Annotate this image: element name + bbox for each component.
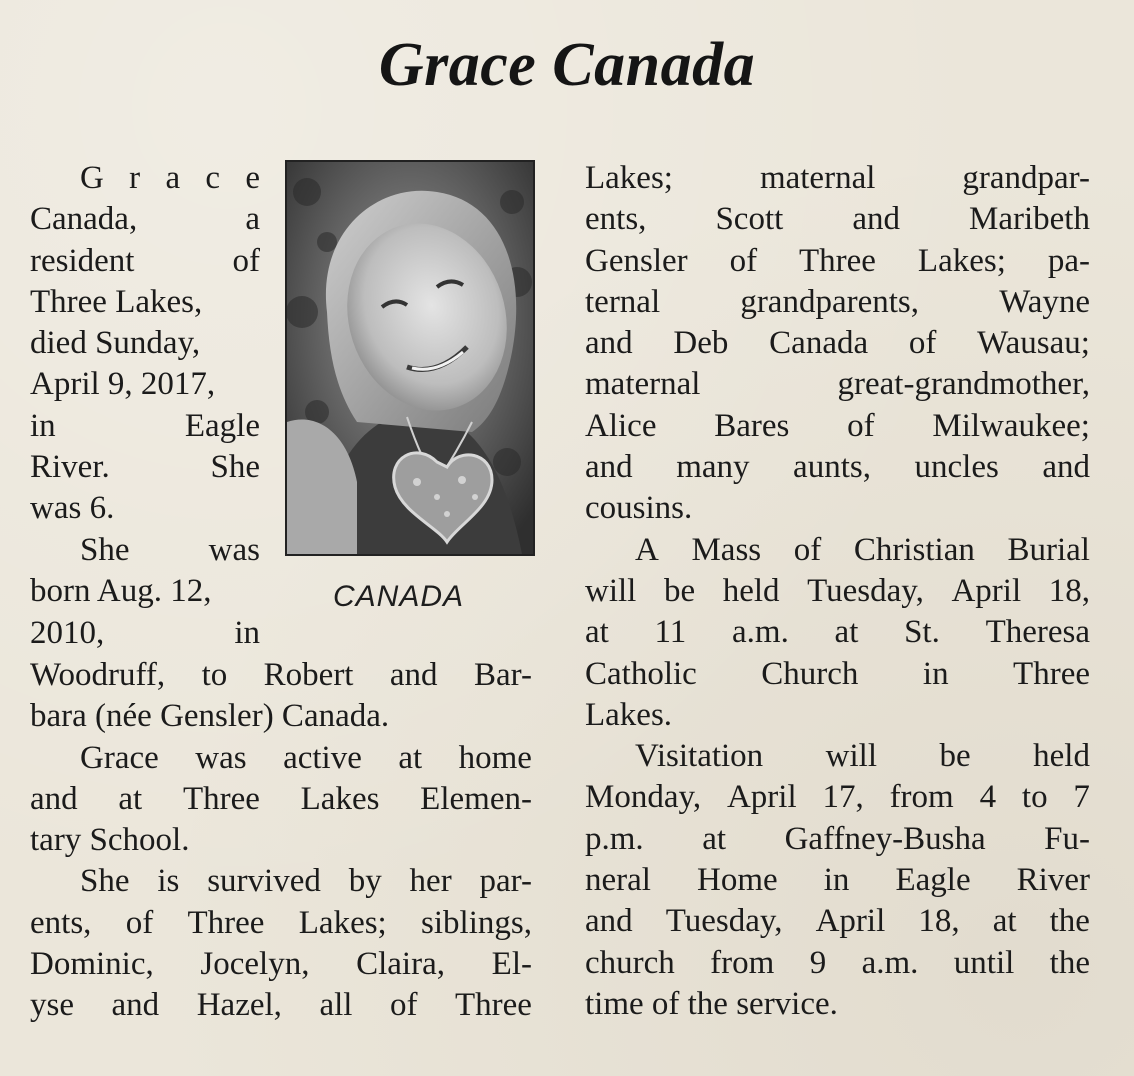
word: Woodruff, bbox=[30, 657, 166, 693]
text-line bbox=[585, 736, 1090, 777]
word: Tuesday, bbox=[665, 903, 783, 940]
word: Catholic bbox=[585, 655, 697, 692]
word: in bbox=[30, 407, 56, 444]
word: Wausau; bbox=[977, 325, 1090, 362]
text-line bbox=[585, 612, 1090, 653]
word: Jocelyn, bbox=[200, 946, 310, 983]
word: ternal bbox=[585, 283, 661, 320]
word: was bbox=[195, 739, 247, 776]
word: Robert bbox=[263, 657, 354, 693]
word: and bbox=[585, 325, 633, 362]
word: a.m. bbox=[732, 614, 789, 651]
word: April 9, 2017, bbox=[30, 366, 216, 403]
text-line bbox=[30, 861, 532, 902]
word: to bbox=[201, 657, 228, 693]
word: maternal bbox=[585, 366, 701, 403]
word: of bbox=[793, 531, 822, 568]
word: St. bbox=[904, 614, 940, 651]
word: A bbox=[635, 531, 659, 568]
word: grandparents, bbox=[740, 283, 919, 320]
word: Milwaukee; bbox=[932, 407, 1090, 444]
word: active bbox=[283, 739, 362, 776]
word: Three bbox=[187, 904, 265, 941]
word: Three bbox=[182, 780, 260, 817]
word: born Aug. 12, bbox=[30, 573, 212, 610]
word: River. bbox=[30, 449, 110, 486]
column-left-top bbox=[30, 158, 260, 530]
word: Lakes; bbox=[298, 904, 387, 941]
word: yse bbox=[30, 987, 74, 1024]
text-line: Lakes. bbox=[585, 696, 673, 733]
word: at bbox=[702, 820, 727, 857]
word: 17, bbox=[822, 779, 864, 816]
text-line bbox=[585, 406, 1090, 447]
word: resident bbox=[30, 242, 135, 279]
word: uncles bbox=[914, 449, 999, 486]
word: Christian bbox=[853, 531, 975, 568]
word: Monday, bbox=[585, 779, 702, 816]
word: will bbox=[825, 738, 878, 775]
text-line bbox=[30, 241, 260, 282]
text-line bbox=[585, 901, 1090, 942]
word: of bbox=[729, 242, 758, 279]
word: Eagle bbox=[895, 862, 971, 899]
word: ents, bbox=[30, 904, 92, 941]
word: pa- bbox=[1047, 242, 1090, 279]
word: Visitation bbox=[635, 738, 764, 775]
word: survived bbox=[207, 863, 321, 900]
word: and bbox=[111, 987, 160, 1024]
word: of bbox=[908, 325, 937, 362]
word: e bbox=[245, 160, 260, 196]
word: Tuesday, bbox=[807, 572, 924, 609]
word: Hazel, bbox=[196, 987, 282, 1024]
column-right bbox=[585, 158, 1090, 1025]
text-line bbox=[30, 158, 260, 199]
word: be bbox=[939, 738, 971, 775]
word: Canada, bbox=[30, 201, 138, 238]
word: all bbox=[319, 987, 353, 1024]
word: of bbox=[125, 904, 154, 941]
word: p.m. bbox=[585, 820, 644, 857]
word: 18, bbox=[918, 903, 960, 940]
word: be bbox=[663, 572, 696, 609]
text-line bbox=[585, 654, 1090, 695]
text-line: bara (née Gensler) Canada. bbox=[30, 698, 390, 735]
text-line: cousins. bbox=[585, 490, 693, 527]
word: at bbox=[118, 780, 143, 817]
word: a.m. bbox=[861, 944, 919, 981]
word: by bbox=[348, 863, 382, 900]
text-line bbox=[30, 779, 532, 820]
word: home bbox=[458, 739, 532, 776]
word: Elemen- bbox=[420, 780, 532, 817]
word: of bbox=[389, 987, 418, 1024]
text-line bbox=[585, 943, 1090, 984]
text-line bbox=[30, 199, 260, 240]
word: 18, bbox=[1048, 572, 1090, 609]
word: died Sunday, bbox=[30, 325, 201, 362]
word: from bbox=[889, 779, 954, 816]
word: Wayne bbox=[999, 283, 1090, 320]
word: c bbox=[205, 160, 221, 196]
text-line bbox=[30, 903, 532, 944]
word: will bbox=[585, 572, 637, 609]
text-line bbox=[585, 777, 1090, 818]
text-line bbox=[585, 819, 1090, 860]
word: in bbox=[234, 614, 260, 651]
text-line bbox=[30, 488, 260, 529]
text-line bbox=[30, 447, 260, 488]
word: Church bbox=[761, 655, 859, 692]
word: of bbox=[232, 242, 260, 279]
text-line bbox=[30, 738, 532, 779]
word: r bbox=[129, 160, 141, 196]
word: Home bbox=[697, 862, 778, 899]
word: and bbox=[30, 780, 78, 817]
text-line bbox=[30, 985, 532, 1026]
word: at bbox=[992, 903, 1017, 940]
word: 9 bbox=[809, 944, 827, 981]
word: was bbox=[208, 532, 260, 568]
text-line bbox=[30, 944, 532, 985]
word: is bbox=[157, 863, 180, 900]
word: a bbox=[245, 201, 260, 238]
photo-caption: CANADA bbox=[333, 580, 465, 613]
text-line bbox=[585, 447, 1090, 488]
word: at bbox=[398, 739, 423, 776]
word: Alice bbox=[585, 407, 657, 444]
text-line bbox=[30, 655, 532, 696]
text-line bbox=[30, 613, 260, 654]
text-line bbox=[585, 323, 1090, 364]
word: par- bbox=[479, 863, 532, 900]
word: at bbox=[834, 614, 859, 651]
word: ents, bbox=[585, 201, 647, 238]
word: of bbox=[847, 407, 875, 444]
column-left-mid bbox=[30, 530, 260, 654]
word: Lakes; bbox=[585, 160, 673, 196]
word: Dominic, bbox=[30, 946, 154, 983]
word: from bbox=[710, 944, 775, 981]
word: Bar- bbox=[473, 657, 532, 693]
word: Three bbox=[455, 987, 532, 1024]
word: and bbox=[1042, 449, 1090, 486]
word: Gaffney-Busha bbox=[784, 820, 986, 857]
word: Deb bbox=[673, 325, 729, 362]
word: Maribeth bbox=[969, 201, 1090, 238]
word: She bbox=[80, 863, 130, 900]
word: in bbox=[823, 862, 850, 899]
word: April bbox=[815, 903, 886, 940]
word: aunts, bbox=[793, 449, 871, 486]
word: Lakes bbox=[300, 780, 380, 817]
text-line bbox=[585, 530, 1090, 571]
text-line bbox=[585, 241, 1090, 282]
word: Three bbox=[799, 242, 876, 279]
word: Three bbox=[1013, 655, 1090, 692]
text-line bbox=[30, 571, 260, 612]
word: Grace bbox=[80, 739, 159, 776]
portrait-photo bbox=[285, 160, 535, 556]
word: siblings, bbox=[421, 904, 532, 941]
word: April bbox=[951, 572, 1022, 609]
word: Lakes; bbox=[917, 242, 1006, 279]
word: to bbox=[1021, 779, 1048, 816]
word: grandpar- bbox=[962, 160, 1090, 196]
word: Burial bbox=[1007, 531, 1090, 568]
word: River bbox=[1016, 862, 1090, 899]
word: held bbox=[722, 572, 780, 609]
text-line bbox=[585, 199, 1090, 240]
word: and bbox=[852, 201, 900, 238]
word: a bbox=[165, 160, 181, 196]
text-line: tary School. bbox=[30, 822, 190, 859]
word: the bbox=[1049, 903, 1090, 940]
word: Canada bbox=[769, 325, 869, 362]
word: and bbox=[585, 903, 633, 940]
word: Fu- bbox=[1044, 820, 1090, 857]
word: Claira, bbox=[356, 946, 445, 983]
word: El- bbox=[491, 946, 532, 983]
column-left-bottom bbox=[30, 655, 532, 1027]
word: 11 bbox=[654, 614, 687, 651]
text-line bbox=[585, 158, 1090, 199]
word: maternal bbox=[759, 160, 876, 196]
portrait-image bbox=[287, 162, 533, 554]
text-line bbox=[30, 364, 260, 405]
word: Eagle bbox=[184, 407, 260, 444]
word: and bbox=[585, 449, 633, 486]
word: held bbox=[1033, 738, 1090, 775]
text-line: time of the service. bbox=[585, 985, 838, 1022]
word: and bbox=[389, 657, 438, 693]
word: her bbox=[409, 863, 452, 900]
word: 4 bbox=[979, 779, 997, 816]
word: Gensler bbox=[585, 242, 688, 279]
text-line bbox=[585, 364, 1090, 405]
word: many bbox=[676, 449, 750, 486]
word: She bbox=[210, 449, 260, 486]
text-line bbox=[585, 282, 1090, 323]
word: the bbox=[1049, 944, 1090, 981]
word: until bbox=[953, 944, 1015, 981]
word: Three Lakes, bbox=[30, 283, 203, 320]
word: She bbox=[80, 532, 130, 568]
word: Bares bbox=[714, 407, 790, 444]
word: Mass bbox=[691, 531, 762, 568]
text-line bbox=[30, 406, 260, 447]
word: April bbox=[726, 779, 797, 816]
text-line bbox=[30, 530, 260, 571]
word: at bbox=[585, 614, 609, 651]
word: in bbox=[922, 655, 949, 692]
word: great-grandmother, bbox=[837, 366, 1090, 403]
text-line bbox=[30, 282, 260, 323]
obituary-title: Grace Canada bbox=[378, 31, 756, 99]
text-line bbox=[30, 323, 260, 364]
word: neral bbox=[585, 862, 651, 899]
word: G bbox=[80, 160, 104, 196]
word: 2010, bbox=[30, 614, 105, 651]
word: Theresa bbox=[985, 614, 1090, 651]
text-line bbox=[585, 860, 1090, 901]
text-line bbox=[585, 571, 1090, 612]
word: Scott bbox=[715, 201, 784, 238]
word: church bbox=[585, 944, 675, 981]
word: 7 bbox=[1073, 779, 1090, 816]
word: was 6. bbox=[30, 490, 115, 527]
